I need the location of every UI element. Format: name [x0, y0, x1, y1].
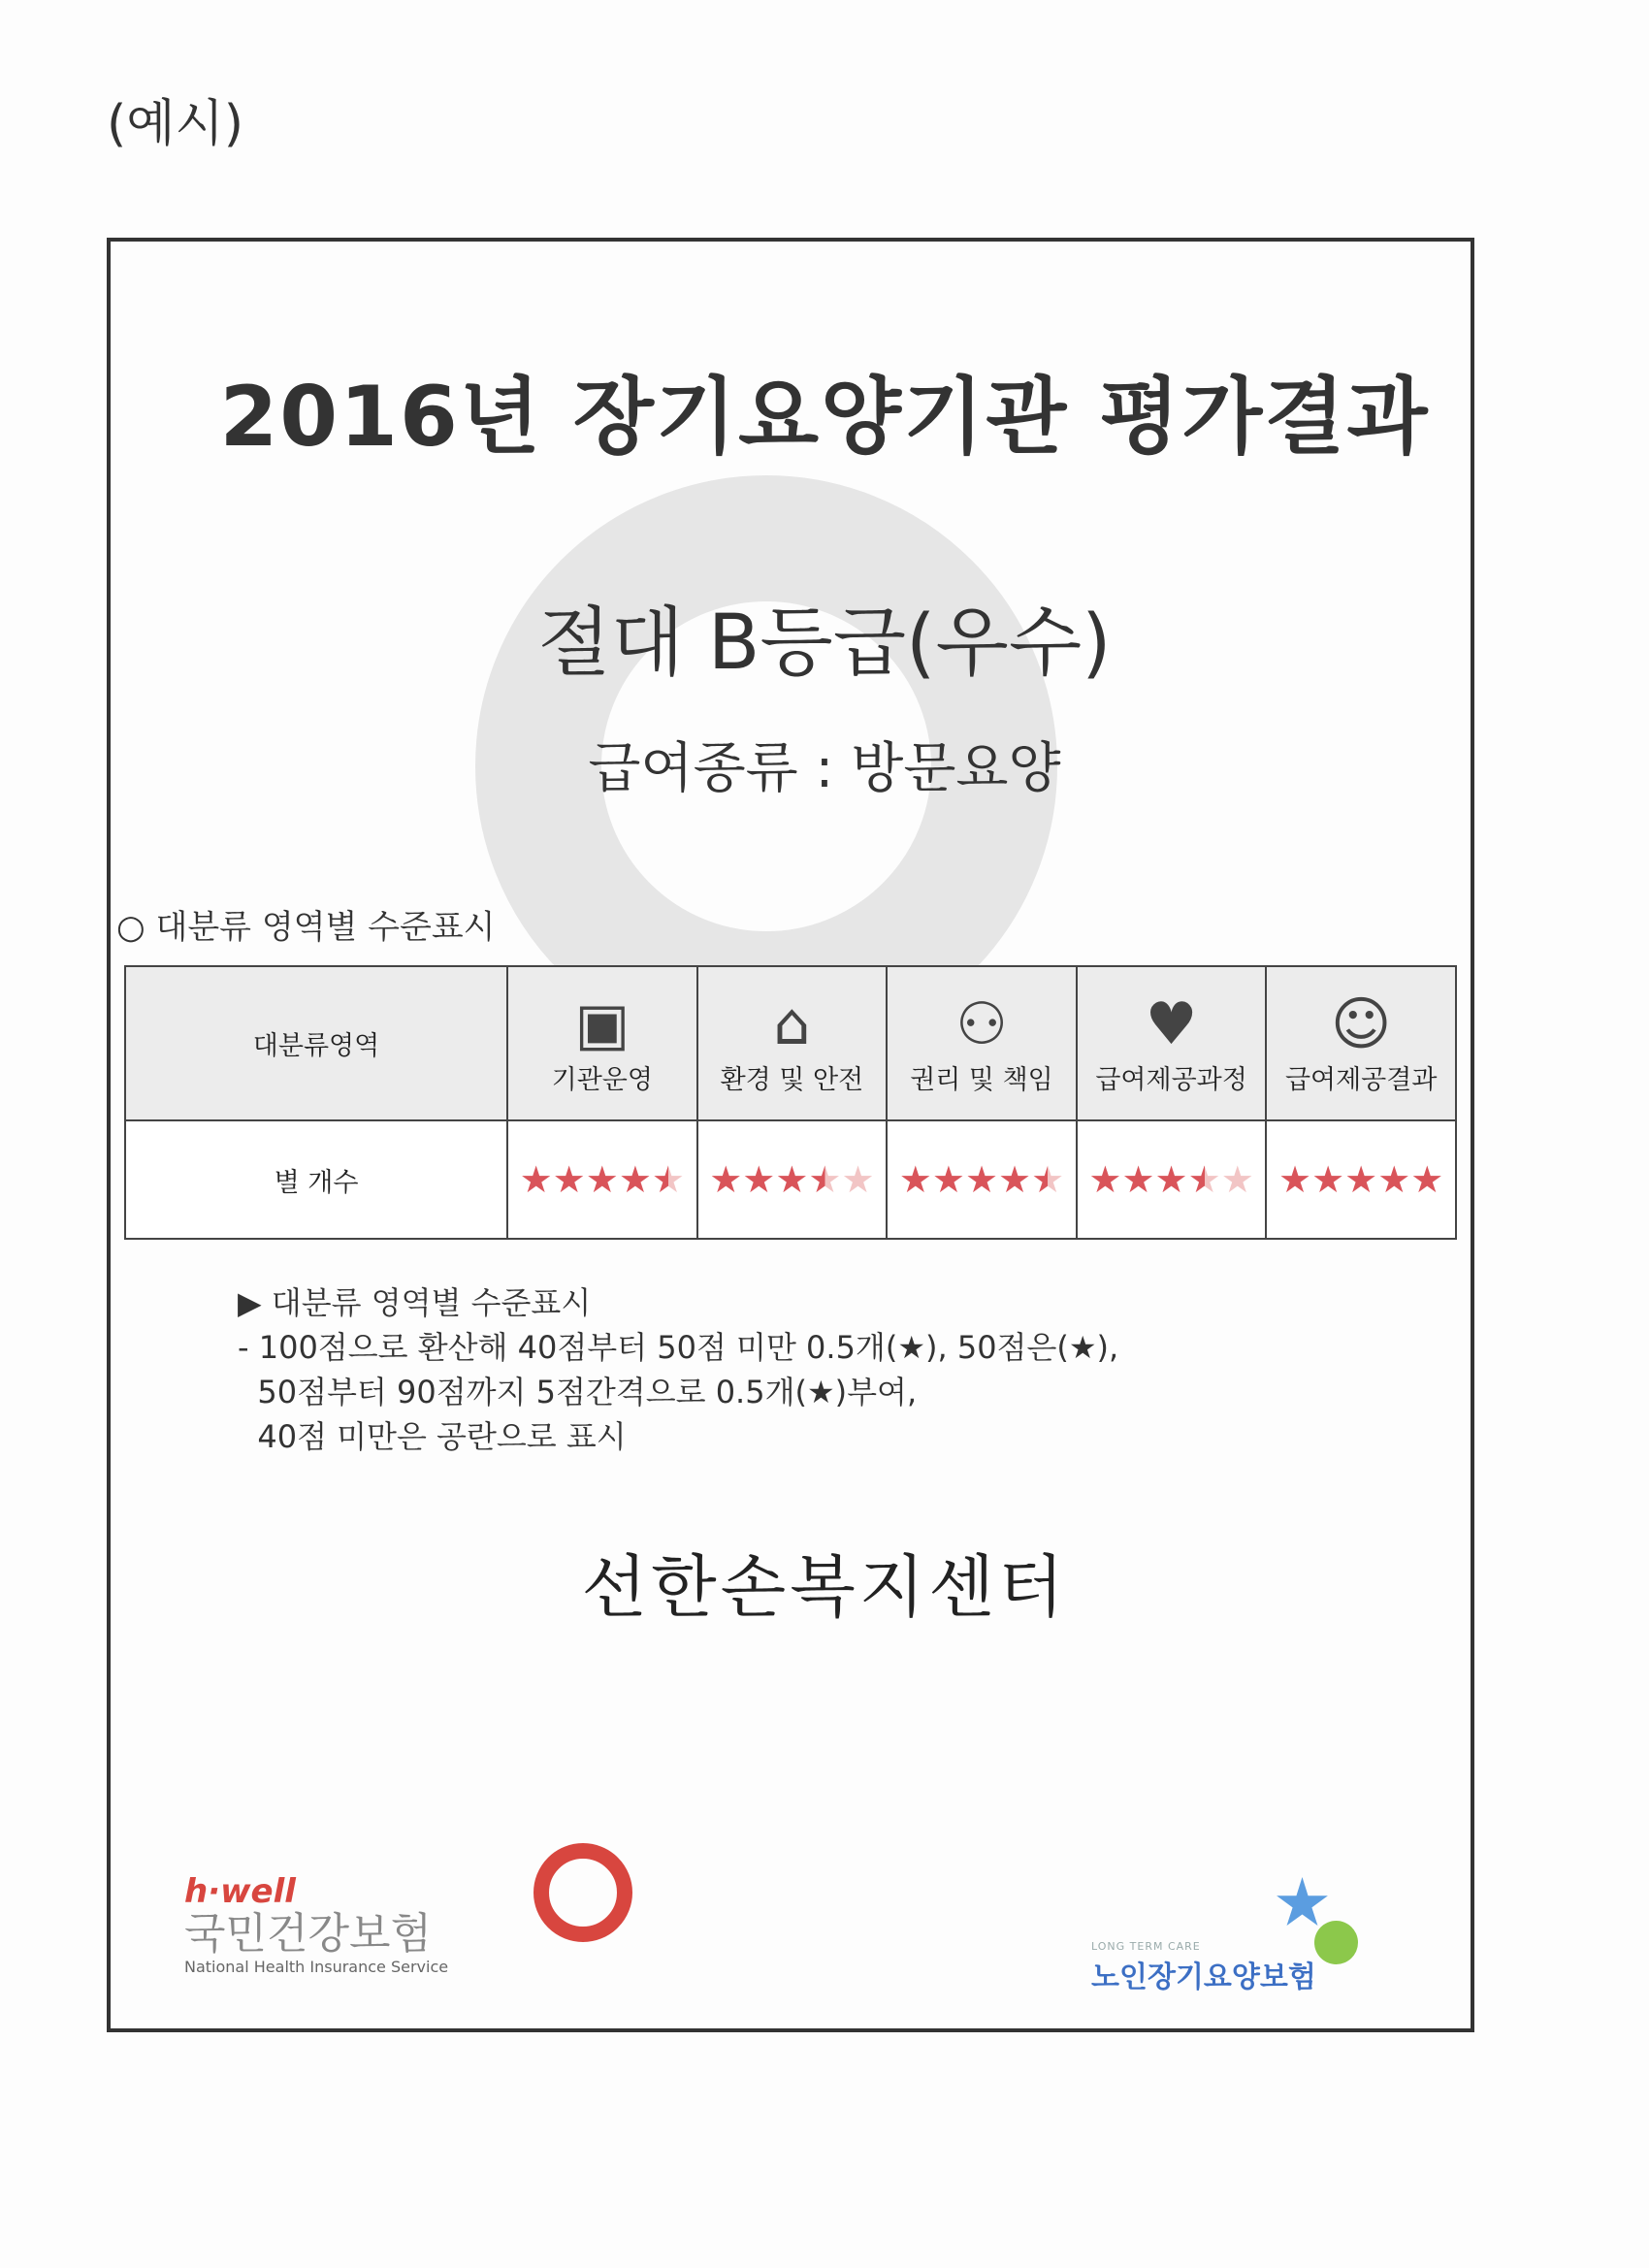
- full-star-icon: ★: [709, 1157, 743, 1201]
- people-rights-icon: ⚇: [955, 990, 1008, 1058]
- star-rating: [697, 1120, 888, 1239]
- star-rating: [1077, 1120, 1267, 1239]
- half-star-icon: ★: [1187, 1157, 1221, 1201]
- area-name: 급여제공결과: [1284, 1065, 1438, 1095]
- notes-heading: ▶ 대분류 영역별 수준표시: [238, 1284, 592, 1321]
- full-star-icon: ★: [552, 1157, 586, 1201]
- center-name: 선한손복지센터: [581, 1547, 1068, 1627]
- header-label: 대분류영역: [125, 966, 507, 1120]
- leaf-icon: [1314, 1921, 1358, 1964]
- area-header: [1266, 966, 1456, 1120]
- ltc-english: LONG TERM CARE: [1091, 1940, 1201, 1953]
- empty-star-icon: ★: [1220, 1157, 1254, 1201]
- full-star-icon: ★: [742, 1157, 776, 1201]
- empty-star-icon: ★: [841, 1157, 875, 1201]
- star-rating: [887, 1120, 1077, 1239]
- area-header: [697, 966, 888, 1120]
- heart-bubble-icon: [534, 1843, 632, 1942]
- area-header: [507, 966, 697, 1120]
- half-star-icon: ★: [808, 1157, 842, 1201]
- notes-line: - 100점으로 환산해 40점부터 50점 미만 0.5개(★), 50점은(★),: [238, 1329, 1119, 1366]
- area-name: 권리 및 책임: [910, 1065, 1053, 1095]
- full-star-icon: ★: [618, 1157, 652, 1201]
- area-header: [887, 966, 1077, 1120]
- row-label: 별 개수: [125, 1120, 507, 1239]
- presentation-icon: ▣: [574, 990, 630, 1058]
- half-star-icon: ★: [651, 1157, 685, 1201]
- evaluation-table: [124, 965, 1457, 1240]
- example-label: (예시): [107, 95, 244, 153]
- full-star-icon: ★: [519, 1157, 553, 1201]
- full-star-icon: ★: [998, 1157, 1032, 1201]
- full-star-icon: ★: [585, 1157, 619, 1201]
- full-star-icon: ★: [1277, 1157, 1312, 1201]
- full-star-icon: ★: [964, 1157, 999, 1201]
- section-label: ○ 대분류 영역별 수준표시: [116, 908, 496, 947]
- area-name: 급여제공과정: [1095, 1065, 1247, 1095]
- nhis-english: National Health Insurance Service: [184, 1958, 449, 1976]
- full-star-icon: ★: [1344, 1157, 1378, 1201]
- nhis-brand: h·well: [184, 1872, 296, 1911]
- grade: 절대 B등급(우수): [537, 599, 1112, 687]
- full-star-icon: ★: [898, 1157, 932, 1201]
- full-star-icon: ★: [1088, 1157, 1122, 1201]
- benefit-type: 급여종류 : 방문요양: [588, 737, 1061, 800]
- full-star-icon: ★: [1410, 1157, 1444, 1201]
- area-name: 기관운영: [551, 1065, 653, 1095]
- full-star-icon: ★: [775, 1157, 809, 1201]
- star-rating: [507, 1120, 697, 1239]
- area-name: 환경 및 안전: [720, 1065, 864, 1095]
- ltc-logo: [1091, 1887, 1316, 1995]
- house-tree-icon: ⌂: [773, 990, 811, 1058]
- notes: [238, 1280, 1118, 1459]
- nhis-name: 국민건강보험: [184, 1909, 433, 1959]
- notes-line: 40점 미만은 공란으로 표시: [238, 1418, 627, 1455]
- full-star-icon: ★: [1311, 1157, 1345, 1201]
- smile-heart-icon: ☺: [1330, 990, 1392, 1058]
- full-star-icon: ★: [1121, 1157, 1155, 1201]
- page-title: 2016년 장기요양기관 평가결과: [219, 369, 1430, 466]
- people-heart-icon: ♥: [1145, 990, 1198, 1058]
- full-star-icon: ★: [1154, 1157, 1188, 1201]
- half-star-icon: ★: [1031, 1157, 1065, 1201]
- nhis-logo: [184, 1872, 448, 1976]
- full-star-icon: ★: [931, 1157, 965, 1201]
- area-header: [1077, 966, 1267, 1120]
- star-rating: [1266, 1120, 1456, 1239]
- notes-line: 50점부터 90점까지 5점간격으로 0.5개(★)부여,: [238, 1374, 918, 1410]
- full-star-icon: ★: [1377, 1157, 1411, 1201]
- ltc-name: 노인장기요양보험: [1091, 1960, 1316, 1994]
